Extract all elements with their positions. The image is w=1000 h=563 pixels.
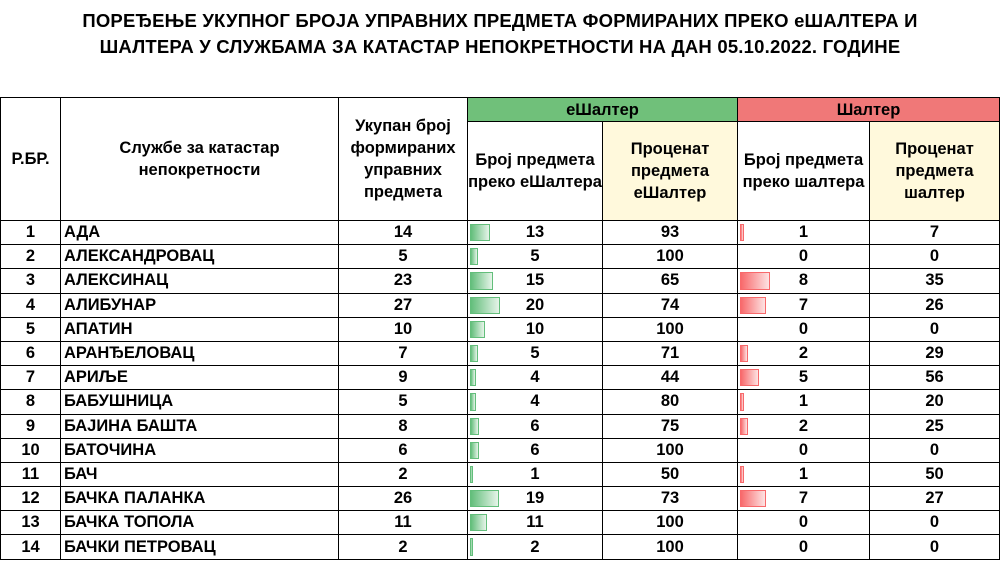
s-percent: 25 <box>870 414 1000 438</box>
row-number: 13 <box>1 511 61 535</box>
e-percent: 73 <box>603 487 738 511</box>
shalter-data-bar <box>740 490 766 507</box>
s-percent: 0 <box>870 511 1000 535</box>
header-total: Укупан број формираних управних предмета <box>339 98 468 221</box>
e-count-value: 19 <box>525 489 545 508</box>
office-name: АРИЉЕ <box>61 366 339 390</box>
s-percent: 56 <box>870 366 1000 390</box>
eshalter-data-bar <box>470 321 485 338</box>
office-name: БАЧКА ТОПОЛА <box>61 511 339 535</box>
s-count <box>738 438 870 462</box>
office-name: БАЧ <box>61 462 339 486</box>
table-body <box>1 221 1000 560</box>
s-count-value: 0 <box>798 513 809 532</box>
header-s-pct: Проценат предмета шалтер <box>870 122 1000 221</box>
s-count <box>738 317 870 341</box>
eshalter-data-bar <box>470 272 493 289</box>
total-count: 10 <box>339 317 468 341</box>
row-number: 11 <box>1 462 61 486</box>
e-count <box>468 535 603 559</box>
e-count-value: 11 <box>526 513 544 532</box>
s-count-value: 1 <box>798 223 809 242</box>
office-name: БАЧКА ПАЛАНКА <box>61 487 339 511</box>
e-percent: 71 <box>603 341 738 365</box>
s-percent: 20 <box>870 390 1000 414</box>
eshalter-data-bar <box>470 538 473 555</box>
s-percent: 29 <box>870 341 1000 365</box>
row-number: 10 <box>1 438 61 462</box>
e-percent: 75 <box>603 414 738 438</box>
s-count <box>738 245 870 269</box>
s-count <box>738 511 870 535</box>
e-count <box>468 487 603 511</box>
e-count-value: 1 <box>530 464 540 483</box>
shalter-data-bar <box>740 345 748 362</box>
e-count-value: 4 <box>530 392 540 411</box>
e-count-value: 5 <box>530 247 540 266</box>
table-row <box>1 462 1000 486</box>
shalter-data-bar <box>740 466 744 483</box>
s-percent: 0 <box>870 245 1000 269</box>
table-row <box>1 438 1000 462</box>
e-percent: 100 <box>603 511 738 535</box>
e-count-value: 6 <box>530 440 540 459</box>
office-name: АРАНЂЕЛОВАЦ <box>61 341 339 365</box>
e-count-value: 10 <box>525 319 545 338</box>
eshalter-data-bar <box>470 369 476 386</box>
e-count <box>468 390 603 414</box>
total-count: 14 <box>339 221 468 245</box>
total-count: 2 <box>339 462 468 486</box>
s-percent: 0 <box>870 535 1000 559</box>
office-name: БАТОЧИНА <box>61 438 339 462</box>
e-percent: 100 <box>603 535 738 559</box>
row-number: 4 <box>1 293 61 317</box>
eshalter-data-bar <box>470 297 500 314</box>
s-count <box>738 221 870 245</box>
office-name: БАЈИНА БАШТА <box>61 414 339 438</box>
row-number: 12 <box>1 487 61 511</box>
s-count-value: 0 <box>798 537 809 556</box>
e-percent: 80 <box>603 390 738 414</box>
e-percent: 65 <box>603 269 738 293</box>
e-percent: 44 <box>603 366 738 390</box>
s-count <box>738 487 870 511</box>
e-count <box>468 245 603 269</box>
cases-table <box>0 97 1000 560</box>
eshalter-data-bar <box>470 224 490 241</box>
s-count <box>738 390 870 414</box>
total-count: 2 <box>339 535 468 559</box>
header-e-pct: Проценат предмета еШалтер <box>603 122 738 221</box>
total-count: 7 <box>339 341 468 365</box>
table-row <box>1 245 1000 269</box>
total-count: 9 <box>339 366 468 390</box>
total-count: 27 <box>339 293 468 317</box>
s-count-value: 0 <box>798 247 809 266</box>
e-count-value: 4 <box>530 368 540 387</box>
header-rbr: Р.БР. <box>1 98 61 221</box>
table-row <box>1 341 1000 365</box>
shalter-data-bar <box>740 272 770 289</box>
e-count <box>468 221 603 245</box>
eshalter-data-bar <box>470 442 479 459</box>
s-count <box>738 414 870 438</box>
row-number: 5 <box>1 317 61 341</box>
e-percent: 100 <box>603 438 738 462</box>
e-percent: 74 <box>603 293 738 317</box>
table-row <box>1 511 1000 535</box>
row-number: 2 <box>1 245 61 269</box>
office-name: АЛИБУНАР <box>61 293 339 317</box>
s-count-value: 7 <box>798 489 809 508</box>
s-count-value: 7 <box>798 295 809 314</box>
office-name: БАЧКИ ПЕТРОВАЦ <box>61 535 339 559</box>
eshalter-data-bar <box>470 466 473 483</box>
header-eshalter-group: еШалтер <box>468 98 738 122</box>
office-name: АПАТИН <box>61 317 339 341</box>
e-count-value: 2 <box>530 537 540 556</box>
eshalter-data-bar <box>470 418 479 435</box>
e-percent: 100 <box>603 245 738 269</box>
row-number: 6 <box>1 341 61 365</box>
e-count-value: 6 <box>530 416 540 435</box>
s-count <box>738 293 870 317</box>
total-count: 23 <box>339 269 468 293</box>
table-row <box>1 390 1000 414</box>
s-percent: 0 <box>870 438 1000 462</box>
s-count-value: 2 <box>798 416 809 435</box>
total-count: 11 <box>339 511 468 535</box>
row-number: 3 <box>1 269 61 293</box>
header-office: Службе за катастар непокретности <box>61 98 339 221</box>
e-count <box>468 462 603 486</box>
office-name: АЛЕКСАНДРОВАЦ <box>61 245 339 269</box>
report-title <box>0 8 1000 60</box>
total-count: 8 <box>339 414 468 438</box>
office-name: АДА <box>61 221 339 245</box>
s-count-value: 5 <box>798 368 809 387</box>
e-percent: 93 <box>603 221 738 245</box>
s-count-value: 0 <box>798 440 809 459</box>
s-count-value: 1 <box>798 464 809 483</box>
header-shalter-group: Шалтер <box>738 98 1000 122</box>
e-percent: 100 <box>603 317 738 341</box>
s-count <box>738 341 870 365</box>
office-name: БАБУШНИЦА <box>61 390 339 414</box>
e-count-value: 15 <box>525 271 545 290</box>
row-number: 14 <box>1 535 61 559</box>
row-number: 1 <box>1 221 61 245</box>
e-count-value: 5 <box>530 344 540 363</box>
eshalter-data-bar <box>470 248 478 265</box>
table-row <box>1 269 1000 293</box>
s-percent: 50 <box>870 462 1000 486</box>
shalter-data-bar <box>740 418 748 435</box>
e-count <box>468 366 603 390</box>
total-count: 5 <box>339 390 468 414</box>
shalter-data-bar <box>740 393 744 410</box>
table-row <box>1 414 1000 438</box>
header-s-count: Број предмета преко шалтера <box>738 122 870 221</box>
total-count: 5 <box>339 245 468 269</box>
s-percent: 26 <box>870 293 1000 317</box>
total-count: 6 <box>339 438 468 462</box>
table-row <box>1 317 1000 341</box>
e-count <box>468 269 603 293</box>
row-number: 7 <box>1 366 61 390</box>
e-count <box>468 341 603 365</box>
s-count <box>738 366 870 390</box>
title-line-1: ПОРЕЂЕЊЕ УКУПНОГ БРОЈА УПРАВНИХ ПРЕДМЕТА ФОРМИРАНИХ ПРЕКО еШАЛТЕРА И <box>82 10 918 31</box>
s-count <box>738 269 870 293</box>
e-count <box>468 511 603 535</box>
header-e-count: Број предмета преко еШалтера <box>468 122 603 221</box>
eshalter-data-bar <box>470 393 476 410</box>
e-count-value: 20 <box>525 295 545 314</box>
e-count <box>468 438 603 462</box>
s-count-value: 2 <box>798 344 809 363</box>
s-percent: 27 <box>870 487 1000 511</box>
s-count-value: 1 <box>798 392 809 411</box>
s-count <box>738 535 870 559</box>
shalter-data-bar <box>740 224 744 241</box>
table-row <box>1 293 1000 317</box>
s-count <box>738 462 870 486</box>
e-percent: 50 <box>603 462 738 486</box>
table-row <box>1 366 1000 390</box>
s-count-value: 8 <box>798 271 809 290</box>
e-count <box>468 293 603 317</box>
eshalter-data-bar <box>470 490 499 507</box>
eshalter-data-bar <box>470 514 487 531</box>
table-row <box>1 221 1000 245</box>
e-count <box>468 317 603 341</box>
s-percent: 7 <box>870 221 1000 245</box>
s-percent: 0 <box>870 317 1000 341</box>
title-line-2: ШАЛТЕРА У СЛУЖБАМА ЗА КАТАСТАР НЕПОКРЕТНОСТИ НА ДАН 05.10.2022. ГОДИНЕ <box>99 36 901 57</box>
table-row <box>1 535 1000 559</box>
e-count <box>468 414 603 438</box>
row-number: 9 <box>1 414 61 438</box>
eshalter-data-bar <box>470 345 478 362</box>
total-count: 26 <box>339 487 468 511</box>
e-count-value: 13 <box>525 223 545 242</box>
office-name: АЛЕКСИНАЦ <box>61 269 339 293</box>
shalter-data-bar <box>740 297 766 314</box>
s-percent: 35 <box>870 269 1000 293</box>
s-count-value: 0 <box>798 319 809 338</box>
shalter-data-bar <box>740 369 759 386</box>
table-row <box>1 487 1000 511</box>
row-number: 8 <box>1 390 61 414</box>
